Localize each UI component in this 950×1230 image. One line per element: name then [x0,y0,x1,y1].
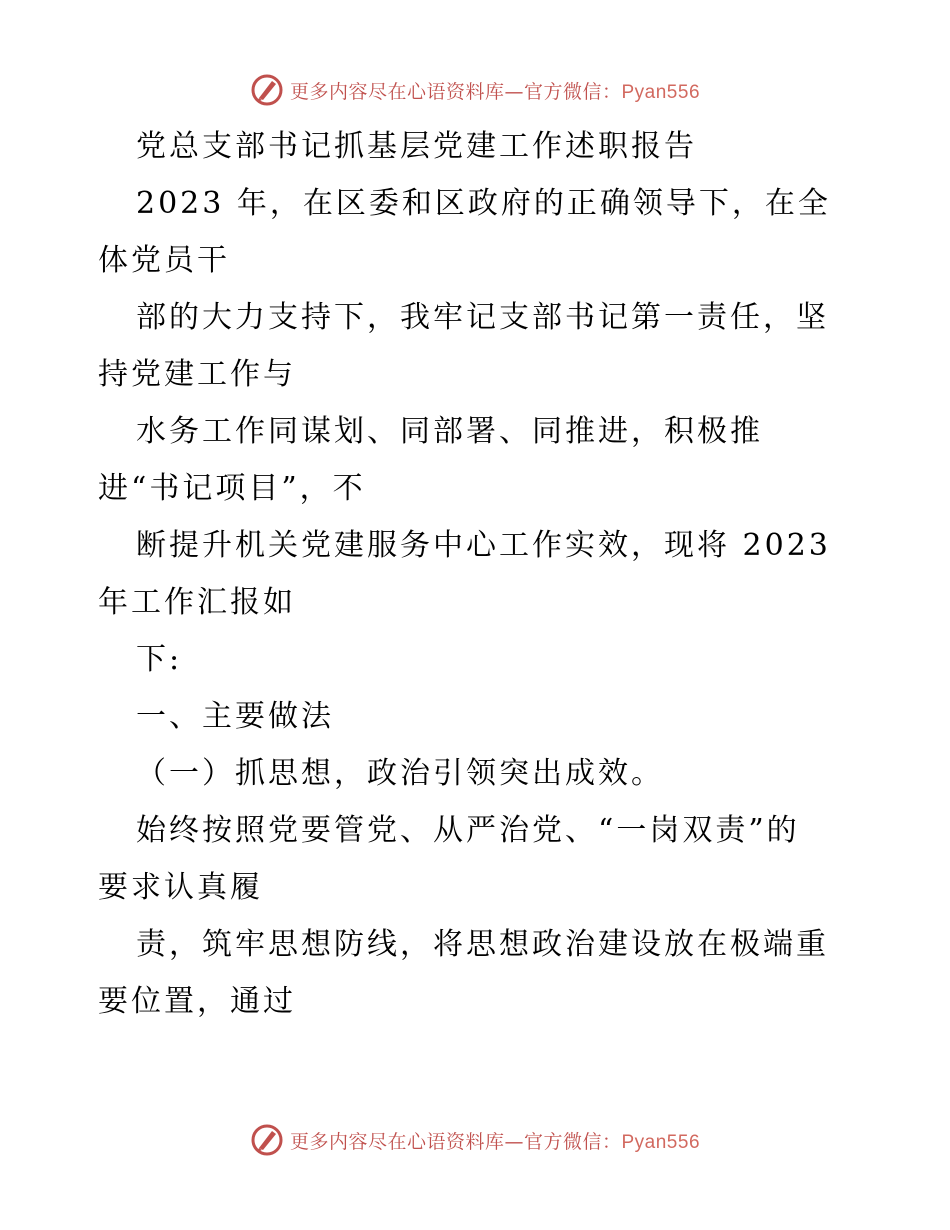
quill-pen-logo-icon [250,73,284,107]
footer-banner-text [290,1127,700,1154]
header-banner-label: 更多内容尽在心语资料库—官方微信： [289,80,622,103]
document-line: 2023 年，在区委和区政府的正确领导下，在全 [136,186,831,221]
document-line: 要位置，通过 [98,984,296,1019]
document-line: 党总支部书记抓基层党建工作述职报告 [136,129,697,164]
document-line: 要求认真履 [98,870,263,905]
document-line: 体党员干 [98,243,230,278]
header-banner [0,70,950,110]
document-line: 责，筑牢思想防线，将思想政治建设放在极端重 [136,927,829,962]
document-line: 水务工作同谋划、同部署、同推进，积极推 [136,414,763,449]
document-line: 断提升机关党建服务中心工作实效，现将 2023 [136,528,831,563]
quill-pen-logo-icon [250,1123,284,1157]
document-body [98,118,868,1030]
footer-banner-label: 更多内容尽在心语资料库—官方微信： [289,1130,622,1153]
document-line: 始终按照党要管党、从严治党、“一岗双责”的 [136,813,800,848]
header-banner-text [290,77,700,104]
document-line: 下: [136,642,183,677]
footer-banner [0,1120,950,1160]
header-banner-wechat-id: Pyan556 [621,81,701,103]
document-line: 进“书记项目”，不 [98,471,366,506]
footer-banner-wechat-id: Pyan556 [621,1131,701,1153]
document-line: 持党建工作与 [98,357,296,392]
document-line: 部的大力支持下，我牢记支部书记第一责任，坚 [136,300,829,335]
document-line: （一）抓思想，政治引领突出成效。 [136,756,664,791]
document-line: 年工作汇报如 [98,585,296,620]
document-line: 一、主要做法 [136,699,334,734]
